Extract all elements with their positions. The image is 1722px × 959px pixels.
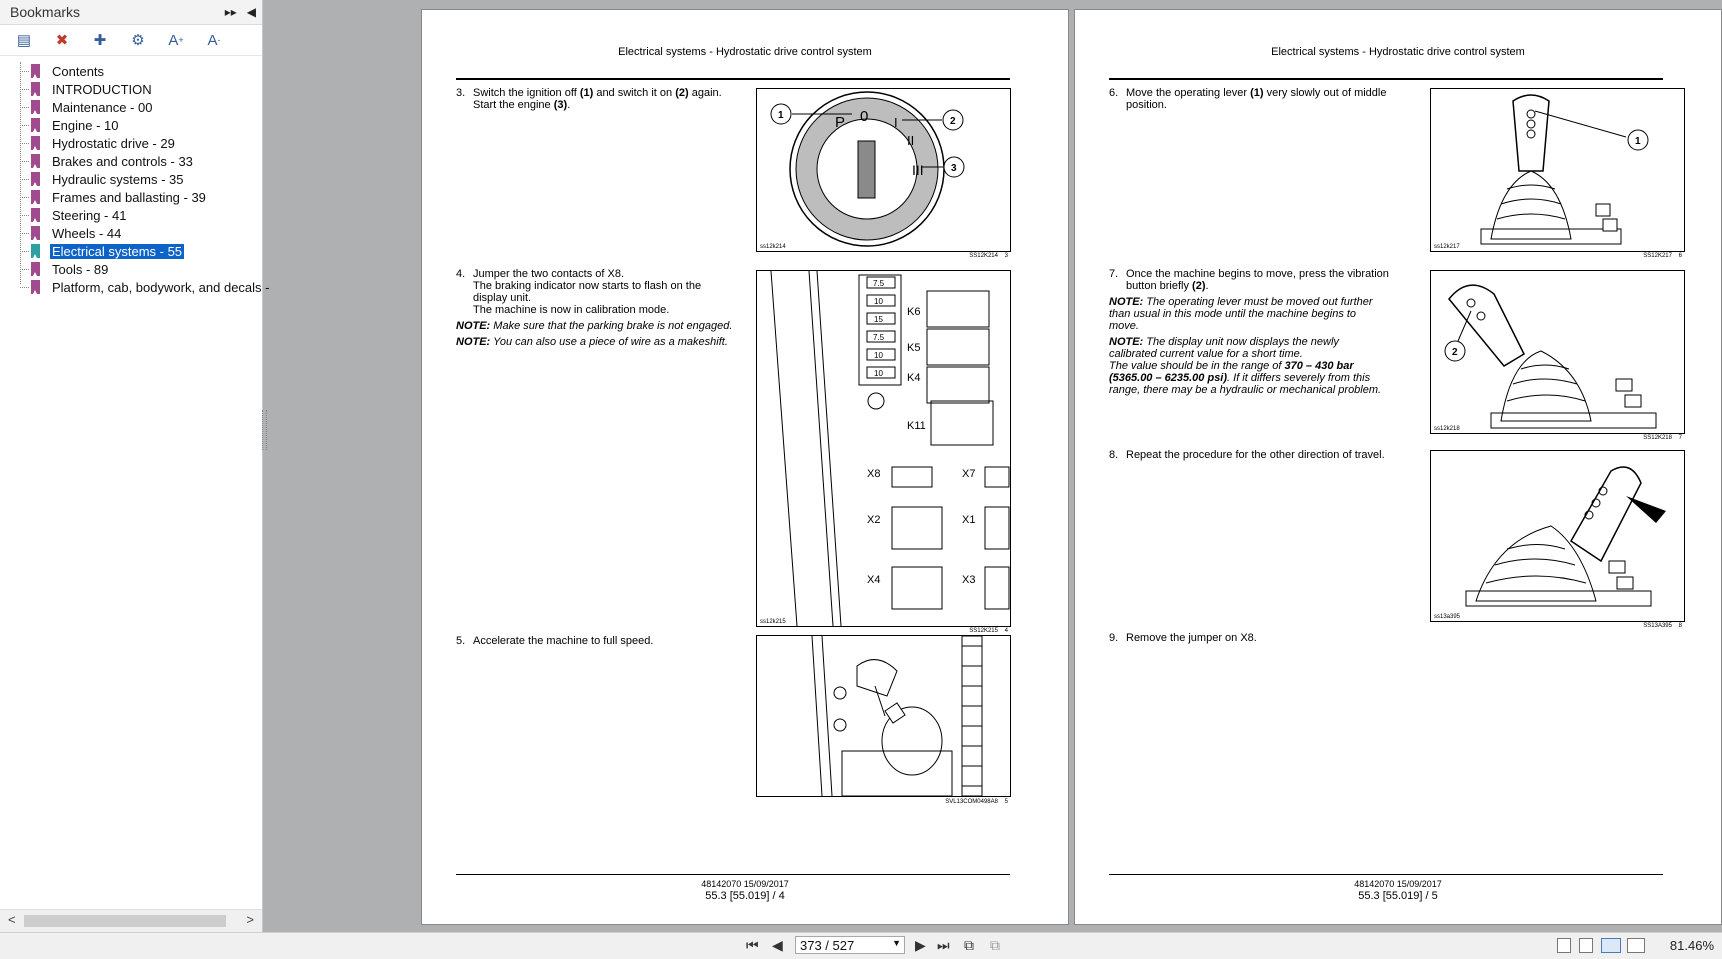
throttle-lever-illustration [757,636,1010,796]
previous-view-icon[interactable]: ⧉ [964,937,974,953]
callout-2: 2 [1452,347,1458,358]
step-number: 8. [1109,449,1119,461]
bookmark-hydrostatic-drive[interactable] [0,134,262,152]
fuse-box-illustration [757,271,1010,626]
figure-caption [932,628,1008,634]
figure-id: ss13a395 [1434,614,1461,620]
footer-doc-code: 48142070 15/09/2017 [1354,879,1442,889]
step-text: Accelerate the machine to full speed. [473,635,654,647]
callout-ref: (2) [675,87,689,99]
ignition-switch-illustration [757,89,1010,251]
step-text: again. [688,87,722,99]
callout-ref: (2) [1192,280,1206,292]
bookmark-flag-icon [31,154,40,168]
bookmark-flag-icon [31,226,40,240]
bookmark-label: Frames and ballasting - 39 [52,189,206,205]
step-number: 6. [1109,87,1119,99]
collapse-panel-icon[interactable]: ◀ [246,5,256,19]
figure-other-direction [1430,450,1685,622]
bookmark-flag-icon [31,100,40,114]
fuse-label: 10 [874,297,883,306]
bottom-toolbar [0,932,1722,959]
figure-id: ss12k217 [1434,244,1460,250]
step-5 [456,635,736,647]
bookmark-label: Maintenance - 00 [52,99,153,115]
bookmark-flag-icon [31,208,40,222]
figure-code: SVL13COM0498A8 [945,799,998,805]
figure-number: 7 [1678,435,1682,441]
figure-code: SS13A395 [1643,623,1672,629]
relay-label: K11 [907,420,926,432]
step-7 [1109,268,1389,396]
step-text: Remove the jumper on X8. [1126,632,1257,644]
bookmark-options-icon[interactable]: ▤ [16,32,32,49]
figure-number: 3 [1004,253,1008,259]
panel-splitter[interactable] [262,410,267,450]
bookmark-contents[interactable] [0,62,262,80]
first-page-icon[interactable]: ⏮ [746,937,759,953]
figure-id: ss12k218 [1434,426,1460,432]
note-label: NOTE: [1109,296,1144,308]
expand-panel-icon[interactable]: ▸▸ [224,5,237,19]
footer-page-number: 55.3 [55.019] / 5 [1358,890,1438,902]
bookmark-label: Contents [52,63,105,79]
bookmark-introduction[interactable] [0,80,262,98]
fuse-label: 7.5 [873,279,885,288]
next-view-icon[interactable]: ⧉ [990,937,1000,953]
bookmark-flag-icon [31,190,40,204]
bookmark-flag-icon [31,172,40,186]
bookmark-wheels[interactable] [0,224,262,242]
step-text: Move the operating lever [1126,87,1251,99]
step-text: Switch the ignition off [473,87,580,99]
switch-mark: I [894,115,898,130]
bookmark-flag-icon [31,136,40,150]
footer-doc-code: 48142070 15/09/2017 [701,879,789,889]
step-3 [456,87,736,111]
zoom-level[interactable]: 81.46% [1669,938,1714,953]
callout-ref: (1) [1250,87,1264,99]
switch-mark: 0 [860,108,869,125]
operating-lever-illustration [1431,89,1684,251]
step-text: Jumper the two contacts of X8. [473,268,625,280]
callout-1: 1 [778,110,784,121]
callout-ref: (3) [553,99,568,111]
note-label: NOTE: [456,320,491,332]
bookmark-flag-icon [31,262,40,276]
document-page-right [1074,9,1722,925]
vibration-button-illustration [1431,271,1684,433]
footer-rule [1109,874,1663,875]
bookmark-maintenance[interactable] [0,98,262,116]
step-text: The machine is now in calibration mode. [473,304,670,316]
single-page-view-icon[interactable] [1557,938,1571,953]
bookmark-flag-icon [31,64,40,78]
figure-number: 4 [1004,628,1008,634]
switch-mark: P [835,114,846,131]
fuse-label: 15 [874,315,883,324]
bookmark-label: Engine - 10 [52,117,119,133]
step-6 [1109,87,1389,111]
figure-code: SS12K218 [1643,435,1672,441]
step-8 [1109,449,1389,461]
relay-label: K4 [907,372,921,384]
step-text: Once the machine begins to move, press the vibration [1126,268,1389,280]
bookmark-engine[interactable] [0,116,262,134]
step-text: . [567,99,571,111]
step-text: The braking indicator now starts to flash on the display unit. [473,280,702,304]
fuse-label: 10 [874,351,883,360]
scrollbar-thumb[interactable] [24,915,226,927]
bookmark-label: Hydraulic systems - 35 [52,171,184,187]
step-text: Repeat the procedure for the other direction of travel. [1126,449,1385,461]
step-text: and switch it on [593,87,676,99]
page-number-value: 373 / 527 [800,937,855,953]
bookmark-properties-icon[interactable]: ⚙ [131,32,145,49]
connector-label: X3 [962,574,976,586]
bookmark-label: Electrical systems - 55 [52,243,183,259]
note [1109,296,1389,332]
step-text: button briefly [1126,280,1193,292]
figure-throttle-lever [756,635,1011,797]
figure-caption [1606,435,1682,441]
bookmark-flag-icon [31,280,40,294]
note-label: NOTE: [1109,336,1144,348]
note-text: The display unit now displays the newly calibrated current value for a short time. [1109,336,1339,360]
step-4 [456,268,736,348]
bookmark-flag-icon [31,82,40,96]
bookmarks-toolbar [0,25,262,56]
figure-fuse-box [756,270,1011,627]
fuse-label: 10 [874,369,883,378]
note-text: You can also use a piece of wire as a makeshift. [490,336,728,348]
bookmark-label: Hydrostatic drive - 29 [52,135,175,151]
connector-label: X7 [962,468,976,480]
continuous-view-icon[interactable] [1579,938,1593,953]
step-text: position. [1126,99,1167,111]
step-text: Start the engine [473,99,554,111]
note [456,320,736,332]
bookmark-frames-ballasting[interactable] [0,188,262,206]
bookmarks-header [0,0,262,25]
bookmark-hydraulic-systems[interactable] [0,170,262,188]
callout-1: 1 [1635,136,1641,147]
fuse-label: 7.5 [873,333,885,342]
switch-mark: II [907,133,915,148]
note-text: The value should be in the range of [1109,360,1285,372]
note-text: The operating lever must be moved out further than usual in this mode until the machine begins to move. [1109,296,1373,332]
footer-page-number: 55.3 [55.019] / 4 [705,890,785,902]
bookmarks-title: Bookmarks [10,4,81,20]
footer-rule [456,874,1010,875]
bookmarks-panel [0,0,270,932]
bookmark-label: Wheels - 44 [52,225,122,241]
scroll-left-icon[interactable]: < [8,912,16,927]
figure-caption [932,253,1008,259]
figure-caption [1606,253,1682,259]
two-page-continuous-view-icon[interactable] [1627,938,1645,953]
step-text: . [1205,280,1209,292]
callout-3: 3 [951,163,957,174]
bookmarks-horizontal-scrollbar[interactable] [0,909,262,932]
two-page-view-icon[interactable] [1601,938,1621,953]
connector-label: X8 [867,468,881,480]
chevron-down-icon[interactable]: ▼ [892,938,901,948]
figure-code: SS12K215 [969,628,998,634]
scroll-right-icon[interactable]: > [246,912,254,927]
bookmark-label: Tools - 89 [52,261,109,277]
bookmark-steering[interactable] [0,206,262,224]
note-text: . If it differs severely from this range, there may be a hydraulic or mechanical problem. [1109,372,1382,396]
note-label: NOTE: [456,336,491,348]
page-number-field[interactable] [795,936,905,954]
figure-operating-lever [1430,88,1685,252]
step-number: 4. [456,268,466,280]
bookmark-flag-icon [31,244,40,258]
step-number: 3. [456,87,466,99]
bookmark-electrical-systems[interactable] [0,242,262,260]
page-header: Electrical systems - Hydrostatic drive control system [618,46,872,58]
note [1109,336,1389,396]
delete-bookmark-icon[interactable]: ✖ [55,32,69,49]
connector-label: X1 [962,514,976,526]
header-rule [1109,78,1663,80]
decrease-font-icon[interactable]: A - [207,31,221,49]
next-page-icon[interactable]: ▶ [915,937,926,953]
figure-id: ss12k215 [760,619,786,625]
step-number: 5. [456,635,466,647]
bookmark-tools[interactable] [0,260,262,278]
figure-vibration-button [1430,270,1685,434]
figure-number: 6 [1678,253,1682,259]
last-page-icon[interactable]: ⏭ [937,937,950,953]
note-value: 370 – 430 bar (5365.00 – 6235.00 psi) [1109,360,1354,384]
bookmark-platform-cab[interactable] [0,278,270,296]
add-bookmark-icon[interactable]: ✚ [93,32,107,49]
increase-font-icon[interactable]: A + [168,31,184,49]
previous-page-icon[interactable]: ◀ [772,937,783,953]
document-page-left [421,9,1069,925]
page-header: Electrical systems - Hydrostatic drive control system [1271,46,1525,58]
note [456,336,736,348]
figure-caption [892,799,1008,805]
figure-number: 5 [1004,799,1008,805]
bookmark-flag-icon [31,118,40,132]
figure-code: SS12K214 [969,253,998,259]
relay-label: K5 [907,342,921,354]
figure-ignition-switch [756,88,1011,252]
note-text: Make sure that the parking brake is not engaged. [490,320,733,332]
bookmark-label: Brakes and controls - 33 [52,153,193,169]
callout-2: 2 [950,116,956,127]
other-direction-illustration [1431,451,1684,621]
figure-code: SS12K217 [1643,253,1672,259]
figure-caption [1606,623,1682,629]
callout-ref: (1) [579,87,594,99]
bookmark-brakes-controls[interactable] [0,152,262,170]
bookmark-label: Steering - 41 [52,207,127,223]
bookmark-label: INTRODUCTION [52,81,152,97]
step-number: 9. [1109,632,1119,644]
header-rule [456,78,1010,80]
connector-label: X4 [867,574,881,586]
bookmark-tree [0,56,270,296]
step-9 [1109,632,1389,644]
connector-label: X2 [867,514,881,526]
bookmark-label: Platform, cab, bodywork, and decals - [52,279,270,295]
step-number: 7. [1109,268,1119,280]
figure-id: ss12k214 [760,244,786,250]
switch-mark: III [912,162,924,178]
relay-label: K6 [907,306,921,318]
step-text: very slowly out of middle [1263,87,1387,99]
figure-number: 8 [1678,623,1682,629]
